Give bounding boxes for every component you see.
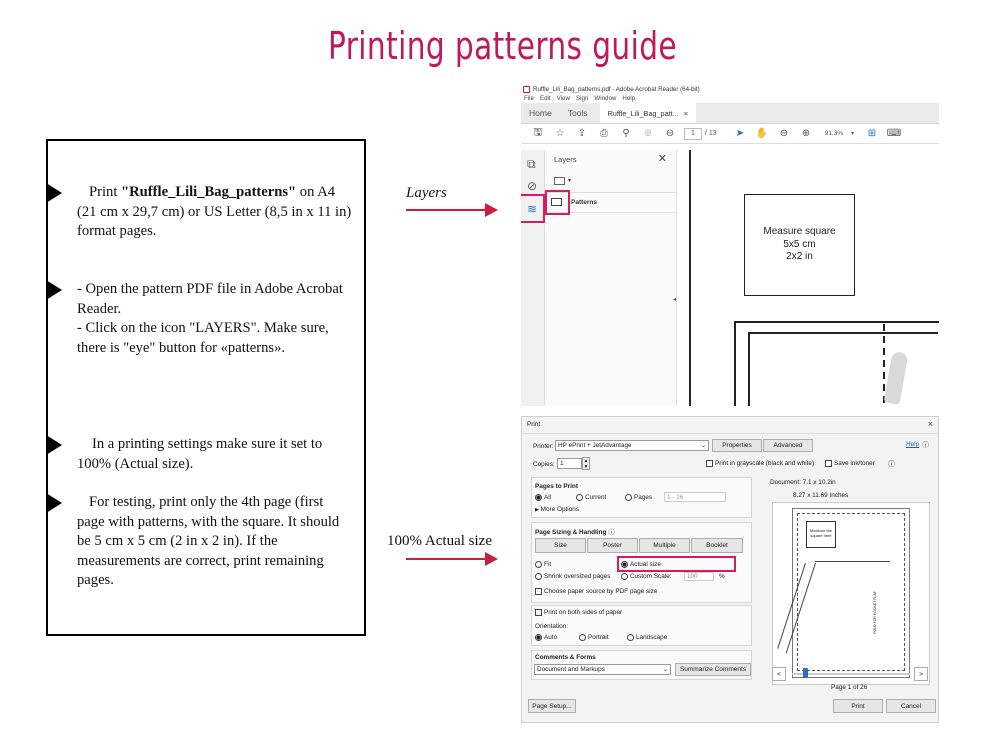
sizing-info-icon[interactable]: ⓘ [608, 529, 615, 536]
current-radio[interactable] [576, 494, 583, 501]
pattern-line [748, 332, 938, 334]
grayscale-option[interactable] [706, 460, 814, 467]
menu-view[interactable]: View [556, 95, 570, 102]
save-icon[interactable]: 🖫 [533, 127, 543, 138]
expand-triangle-icon: ▶ [535, 507, 539, 513]
menu-bar [521, 94, 939, 103]
portrait-label: Portrait [588, 634, 609, 642]
current-label: Current [585, 494, 607, 502]
measure-in: 2x2 in [786, 251, 813, 263]
paper-source-checkbox[interactable] [535, 588, 542, 595]
tab-document-label: Ruffle_Lili_Bag_patt... [607, 108, 679, 118]
instructions-box [46, 139, 366, 636]
paper-size-label: 8.27 x 11.69 Inches [793, 492, 849, 499]
save-ink-checkbox[interactable] [825, 460, 832, 467]
grayscale-checkbox[interactable] [706, 460, 713, 467]
tools-more-icon[interactable]: ⌨ [886, 128, 902, 139]
both-sides-checkbox[interactable] [535, 609, 542, 616]
current-page-option[interactable] [576, 494, 606, 501]
pages-thumbnail-icon[interactable]: ⧉ [527, 157, 536, 171]
instruction-step-4: For testing, print only the 4th page (first page with patterns, with the square. It should be 5 cm x 5 cm (2 in x 2 in). If the measurements are correct, print remaining pages. [77, 494, 340, 588]
layers-panel [546, 150, 677, 406]
pages-label: Pages [634, 494, 653, 502]
layers-arrow [406, 209, 496, 211]
pdf-file-icon [523, 86, 530, 93]
actual-size-label: Actual size [630, 561, 661, 569]
bookmark-star-icon[interactable]: ☆ [555, 128, 565, 139]
landscape-label: Landscape [636, 634, 668, 642]
portrait-option[interactable] [579, 634, 609, 641]
all-label: All [544, 494, 552, 502]
pattern-line [689, 150, 691, 406]
custom-scale-input[interactable]: 100 [684, 572, 714, 581]
fit-page-icon[interactable]: ⊞ [867, 128, 877, 139]
acrobat-reader-window [521, 84, 939, 406]
tab-home[interactable]: Home [529, 108, 552, 118]
panel-collapse-icon[interactable]: ◂ [673, 297, 677, 303]
print-dialog-title: Print [527, 421, 541, 428]
actual-size-highlight [617, 556, 736, 572]
zoom-out-icon[interactable]: ⊖ [779, 128, 789, 139]
attachment-paperclip-icon[interactable]: ⊘ [527, 179, 538, 193]
fit-option[interactable] [535, 561, 551, 568]
portrait-radio[interactable] [579, 634, 586, 641]
zoom-dropdown-icon[interactable]: ▾ [851, 131, 855, 137]
cancel-button[interactable]: Cancel [886, 699, 936, 713]
chevron-down-icon: ⌄ [662, 667, 668, 673]
menu-help[interactable]: Help [622, 95, 636, 102]
layer-options-icon[interactable] [554, 177, 565, 185]
copies-input[interactable]: 1 [557, 458, 582, 469]
chevron-down-icon: ⌄ [700, 443, 706, 449]
grayscale-label: Print in grayscale (black and white) [715, 460, 815, 468]
layer-item-patterns[interactable]: Patterns [571, 199, 598, 206]
page-slider-thumb[interactable] [803, 668, 808, 678]
preview-side-label: FOLD FOR POCKET FLAP [873, 591, 877, 634]
save-ink-label: Save ink/toner [834, 460, 875, 468]
menu-edit[interactable]: Edit [539, 95, 551, 102]
close-icon[interactable]: × [927, 419, 933, 429]
comments-value: Document and Markups [537, 666, 605, 673]
comments-forms-heading: Comments & Forms [535, 654, 596, 661]
pages-option[interactable] [625, 494, 652, 501]
page-up-icon[interactable]: ⊕ [643, 128, 653, 139]
bullet-triangle-icon [46, 183, 62, 203]
all-radio[interactable] [535, 494, 542, 501]
eye-icon-highlight [545, 190, 570, 215]
left-sidebar [521, 150, 545, 406]
page-range-input[interactable]: 1 - 26 [664, 492, 726, 502]
instruction-step-2: - Open the pattern PDF file in Adobe Acrobat Reader. - Click on the icon "LAYERS". Make sure, there is "eye" button for «patterns». [77, 281, 343, 356]
tab-tools[interactable]: Tools [567, 108, 588, 118]
shrink-radio[interactable] [535, 573, 542, 580]
custom-scale-radio[interactable] [621, 573, 628, 580]
document-size-label: Document: 7.1 x 10.2in [770, 479, 836, 486]
shrink-label: Shrink oversized pages [544, 573, 611, 581]
comments-forms-section [531, 650, 752, 680]
comments-select[interactable] [534, 664, 671, 675]
print-button[interactable]: Print [833, 699, 883, 713]
poster-button[interactable]: Poster [587, 538, 638, 553]
menu-sign[interactable]: Sign [575, 95, 589, 102]
window-titlebar [521, 84, 939, 94]
summarize-comments-button[interactable]: Summarize Comments [675, 663, 751, 676]
landscape-option[interactable] [627, 634, 667, 641]
prev-page-button[interactable]: < [772, 667, 786, 681]
page-sizing-heading: Page Sizing & Handling ⓘ [535, 529, 615, 536]
page-number-input[interactable]: 1 [684, 128, 702, 140]
layers-pointer-label: Layers [406, 185, 447, 201]
hand-tool-icon[interactable]: ✋ [755, 128, 769, 139]
layers-icon[interactable]: ≋ [527, 202, 538, 216]
page-title: Printing patterns guide [327, 24, 678, 68]
properties-button[interactable]: Properties [712, 439, 762, 452]
help-link[interactable]: Help [906, 441, 920, 448]
page-indicator: Page 1 of 26 [831, 684, 868, 691]
help-icon[interactable]: ⓘ [922, 442, 929, 449]
both-sides-label: Print on both sides of paper [544, 609, 623, 617]
duplex-orientation-section [531, 605, 752, 646]
page-slider[interactable] [792, 673, 910, 675]
instruction-step-3: In a printing settings make sure it set to 100% (Actual size). [77, 436, 323, 472]
print-preview [772, 502, 930, 685]
more-options-label: More Options [540, 506, 580, 513]
auto-radio[interactable] [535, 634, 542, 641]
shrink-option[interactable] [535, 573, 610, 580]
menu-window[interactable]: Window [594, 95, 617, 102]
layer-options-dropdown-icon[interactable]: ▾ [568, 178, 572, 184]
orientation-label: Orientation: [535, 623, 569, 630]
paper-source-option[interactable] [535, 588, 657, 595]
instruction-step-1: Print "Ruffle_Lili_Bag_patterns" on A4 (21 cm x 29,7 cm) or US Letter (8,5 in x 11 in) format pages. [77, 184, 352, 239]
tab-close-icon[interactable]: × [683, 108, 689, 118]
share-upload-icon[interactable]: ⇪ [577, 128, 587, 139]
layers-panel-title: Layers [554, 155, 577, 164]
preview-measure-square: Measure the square here [806, 521, 836, 548]
custom-scale-option[interactable] [621, 573, 672, 580]
size-button[interactable]: Size [535, 538, 586, 553]
zoom-level[interactable]: 91,3% [824, 130, 844, 137]
page-setup-button[interactable]: Page Setup... [528, 699, 576, 713]
pages-to-print-section [531, 477, 752, 518]
printer-value: HP ePrint + JetAdvantage [558, 442, 632, 449]
pattern-line [734, 321, 939, 323]
page-down-icon[interactable]: ⊖ [665, 128, 675, 139]
fit-radio[interactable] [535, 561, 542, 568]
zoom-in-icon[interactable]: ⊕ [801, 128, 811, 139]
select-cursor-icon[interactable]: ➤ [735, 128, 745, 139]
actual-size-arrow [406, 558, 496, 560]
page-total: / 13 [705, 130, 717, 137]
layers-icon-highlight [521, 194, 545, 223]
tab-bar [521, 103, 939, 124]
measure-cm: 5x5 cm [783, 238, 816, 250]
main-toolbar [521, 124, 939, 144]
tab-document[interactable] [600, 103, 697, 123]
layers-close-icon[interactable]: ✕ [657, 153, 667, 165]
multiple-button[interactable]: Multiple [639, 538, 690, 553]
measure-label: Measure square [763, 226, 836, 238]
all-pages-option[interactable] [535, 494, 551, 501]
fit-label: Fit [544, 561, 552, 569]
custom-scale-label: Custom Scale: [630, 573, 672, 581]
search-icon[interactable]: ⚲ [622, 128, 630, 139]
copies-stepper[interactable]: ▲ ▼ [583, 458, 589, 470]
printer-icon[interactable]: ⎙ [600, 128, 608, 139]
both-sides-option[interactable] [535, 609, 622, 616]
auto-label: Auto [544, 634, 558, 642]
preview-pattern-line [815, 561, 890, 562]
landscape-radio[interactable] [627, 634, 634, 641]
info-icon[interactable]: ⓘ [888, 461, 895, 468]
advanced-button[interactable]: Advanced [763, 439, 813, 452]
copies-label: Copies: [533, 461, 555, 468]
auto-orientation-option[interactable] [535, 634, 557, 641]
measure-square [744, 194, 855, 296]
print-dialog [521, 416, 939, 723]
save-ink-option[interactable] [825, 460, 875, 467]
printer-label: Printer: [533, 443, 554, 450]
actual-size-pointer-label: 100% Actual size [387, 533, 492, 549]
bullet-triangle-icon [46, 493, 62, 513]
bullet-triangle-icon [46, 435, 62, 455]
next-page-button[interactable]: > [914, 667, 928, 681]
pages-to-print-heading: Pages to Print [535, 483, 578, 490]
pattern-line [734, 321, 736, 406]
percent-label: % [719, 573, 725, 580]
divider [522, 433, 939, 434]
pattern-line [748, 332, 750, 406]
printer-select[interactable] [555, 440, 709, 451]
more-options-toggle[interactable] [535, 506, 579, 513]
pages-radio[interactable] [625, 494, 632, 501]
bullet-triangle-icon [46, 280, 62, 300]
menu-file[interactable]: File [524, 95, 534, 102]
window-title: Ruffle_Lili_Bag_patterns.pdf - Adobe Acrobat Reader (64-bit) [533, 85, 700, 93]
paper-source-label: Choose paper source by PDF page size [544, 588, 658, 596]
booklet-button[interactable]: Booklet [691, 538, 743, 553]
